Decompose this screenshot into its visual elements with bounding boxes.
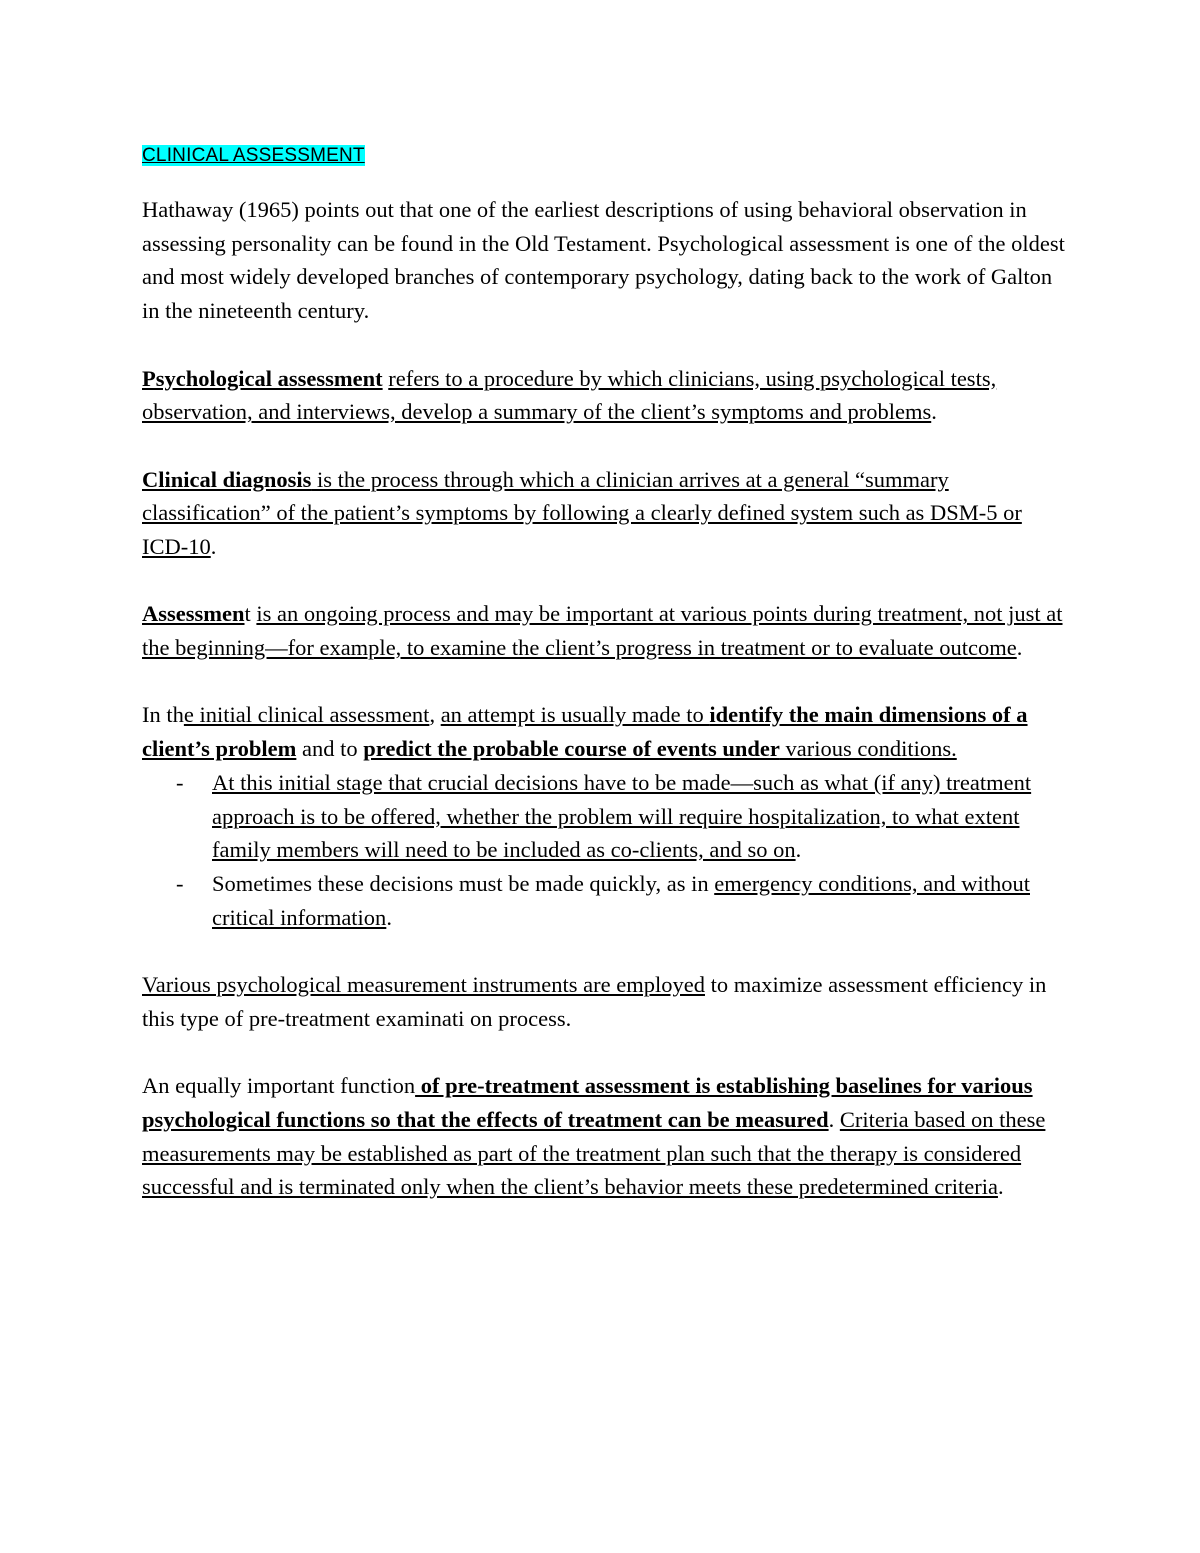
text-initial-clinical-assessment: e initial clinical assessment [183,702,430,728]
paragraph-clinical-diagnosis [142,463,1072,564]
text-instruments: Various psychological measurement instruments are employed [142,972,705,998]
text-segment: An equally important function [142,1073,416,1099]
period: . [386,904,392,930]
term-assessment: Assessmen [142,601,245,627]
text-segment: and to [296,736,364,762]
initial-assessment-block [142,698,1072,934]
paragraph-initial-assessment [142,698,1072,765]
period: . [997,1174,1004,1200]
text-segment: an attempt is usually made to [440,702,710,728]
term-psychological-assessment: Psychological assessment [142,365,383,391]
document-body [142,140,1072,1238]
text-segment: , [429,702,441,728]
period: . [210,534,217,559]
period: . [828,1106,840,1132]
list-item-underlined-text: emergency conditions, and without critical information [212,871,1030,930]
title-text: CLINICAL ASSESSMENT [142,145,365,166]
paragraph-baselines [142,1069,1072,1204]
term-assessment-tail: t [244,601,251,627]
text-baselines: of pre-treatment assessment is establishing baselines for various psychological functions so that the effects of treatment can be measured [142,1073,1033,1132]
list-item [142,766,1072,867]
period: . [1016,635,1023,661]
document-title [142,140,1072,170]
paragraph-instruments [142,968,1072,1035]
list-item-text: Sometimes these decisions must be made quickly, as in [212,871,715,896]
text-segment: In th [142,702,184,728]
definition-psychological-assessment: refers to a procedure by which clinicians, using psychological tests, observation, and interviews, develop a summary of the client’s symptoms and problems [142,365,997,425]
dash-bullet: - [176,871,184,896]
text-criteria: Criteria based on these measurements may be established as part of the treatment plan such that the therapy is considered successful and is terminated only when the client’s behavior meets these predetermined criteria [142,1106,1046,1200]
period: . [795,837,802,863]
period: . [931,399,937,425]
paragraph-psychological-assessment [142,362,1072,429]
term-clinical-diagnosis: Clinical diagnosis [142,466,312,492]
text-various-conditions: various conditions. [779,736,957,762]
dash-bullet: - [176,769,184,795]
decision-list [142,766,1072,935]
paragraph-assessment [142,597,1072,664]
list-item [142,867,1072,934]
list-item-text: At this initial stage that crucial decisions have to be made—such as what (if any) treatment approach is to be offered, whether the problem will require hospitalization, to what extent family members will need to be included as co-clients, and so on [212,769,1032,863]
definition-assessment: is an ongoing process and may be important at various points during treatment, not just at the beginning—for example, to examine the client’s progress in treatment or to evaluate outcome [142,601,1063,661]
definition-clinical-diagnosis: is the process through which a clinician arrives at a general “summary classification” of the patient’s symptoms by following a clearly defined system such as DSM-5 or ICD-10 [142,466,1022,559]
paragraph-history: Hathaway (1965) points out that one of the earliest descriptions of using behavioral observation in assessing personality can be found in the Old Testament. Psychological assessment is one of the oldest and most widely developed branches of contemporary psychology, dating back to the work of Galton in the nineteenth century. [142,197,1065,324]
text-predict-course: predict the probable course of events under [363,736,780,762]
text-identify-dimensions: identify the main dimensions of a client’s problem [142,702,1028,762]
text-segment: to maximize assessment efficiency in this type of pre-treatment examinati on process. [142,972,1047,1031]
clinical-diagnosis-underline [142,467,1022,559]
